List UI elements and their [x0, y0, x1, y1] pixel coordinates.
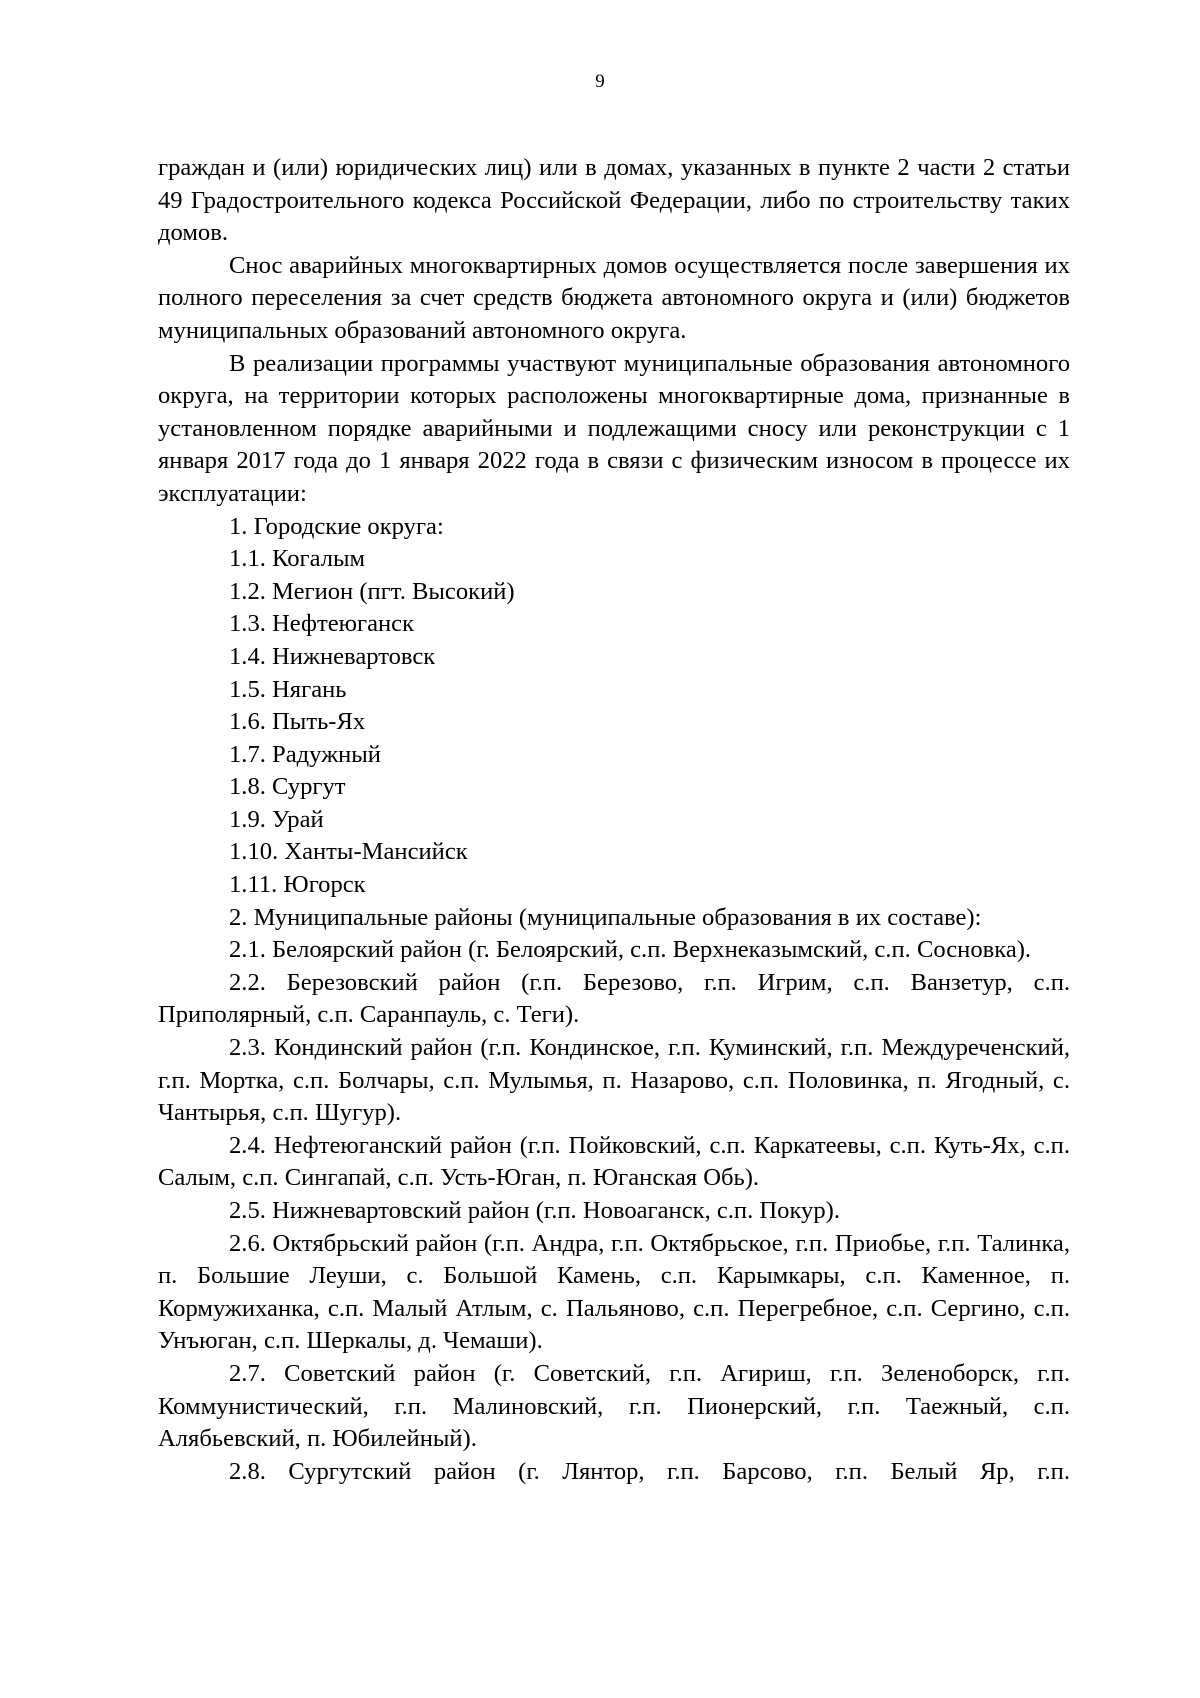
city-district-item: 1.10. Ханты-Мансийск: [229, 838, 468, 866]
city-district-item: 1.9. Урай: [229, 805, 324, 833]
city-district-item: 1.6. Пыть-Ях: [229, 708, 366, 736]
municipal-district-item: 2.2. Березовский район (г.п. Березово, г.п. Игрим, с.п. Ванзетур, с.п. Приполярный, с.п. Саранпауль, с. Теги).: [158, 968, 1070, 1029]
city-district-item: 1.3. Нефтеюганск: [229, 610, 415, 638]
paragraph-demolition: Снос аварийных многоквартирных домов осуществляется после завершения их полного переселения за счет средств бюджета автономного округа и (или) бюджетов муниципальных образований автономного округа.: [158, 251, 1070, 344]
city-districts-heading: 1. Городские округа:: [229, 512, 444, 540]
municipal-districts-heading: 2. Муниципальные районы (муниципальные образования в их составе):: [229, 903, 982, 931]
city-district-item: 1.1. Когалым: [229, 545, 366, 573]
city-district-item: 1.5. Нягань: [229, 675, 347, 703]
municipal-district-item: 2.4. Нефтеюганский район (г.п. Пойковский, с.п. Каркатеевы, с.п. Куть-Ях, с.п. Салым, с.п. Сингапай, с.п. Усть-Юган, п. Юганская Обь).: [158, 1131, 1070, 1192]
city-district-item: 1.4. Нижневартовск: [229, 642, 436, 670]
paragraph-continuation: граждан и (или) юридических лиц) или в домах, указанных в пункте 2 части 2 статьи 49 Градостроительного кодекса Российской Федерации, либо по строительству таких домов.: [158, 154, 1070, 247]
city-district-item: 1.11. Югорск: [229, 871, 366, 899]
municipal-district-item: 2.7. Советский район (г. Советский, г.п. Агириш, г.п. Зеленоборск, г.п. Коммунистический, г.п. Малиновский, г.п. Пионерский, г.п. Таежный, с.п. Алябьевский, п. Юбилейный).: [158, 1359, 1070, 1453]
municipal-district-item: 2.3. Кондинский район (г.п. Кондинское, г.п. Куминский, г.п. Междуреченский, г.п. Мортка, с.п. Болчары, с.п. Мулымья, п. Назарово, с.п. Половинка, п. Ягодный, с. Чантырья, с.п. Шугур).: [158, 1034, 1070, 1127]
city-district-item: 1.8. Сургут: [229, 773, 346, 801]
municipal-district-item: 2.6. Октябрьский район (г.п. Андра, г.п. Октябрьское, г.п. Приобье, г.п. Талинка, п. Большие Леуши, с. Большой Камень, с.п. Карымкары, с.п. Каменное, п. Кормужиханка, с.п. Малый Атлым, с. Пальяново, с.п. Перегребное, с.п. Сергино, с.п. Унъюган, с.п. Шеркалы, д. Чемаши).: [158, 1229, 1070, 1355]
municipal-district-item: 2.1. Белоярский район (г. Белоярский, с.п. Верхнеказымский, с.п. Сосновка).: [229, 936, 1032, 964]
city-district-item: 1.2. Мегион (пгт. Высокий): [229, 577, 515, 605]
page-number: 9: [595, 71, 605, 92]
paragraph-participants: В реализации программы участвуют муниципальные образования автономного округа, на территории которых расположены многоквартирные дома, признанные в установленном порядке аварийными и подлежащими сносу или реконструкции с 1 января 2017 года до 1 января 2022 года в связи с физическим износом в процессе их эксплуатации:: [158, 349, 1070, 507]
municipal-district-item: 2.8. Сургутский район (г. Лянтор, г.п. Барсово, г.п. Белый Яр, г.п.: [229, 1457, 1070, 1485]
city-district-item: 1.7. Радужный: [229, 740, 381, 768]
document-body: [158, 152, 1070, 1488]
municipal-district-item: 2.5. Нижневартовский район (г.п. Новоаганск, с.п. Покур).: [229, 1197, 840, 1224]
